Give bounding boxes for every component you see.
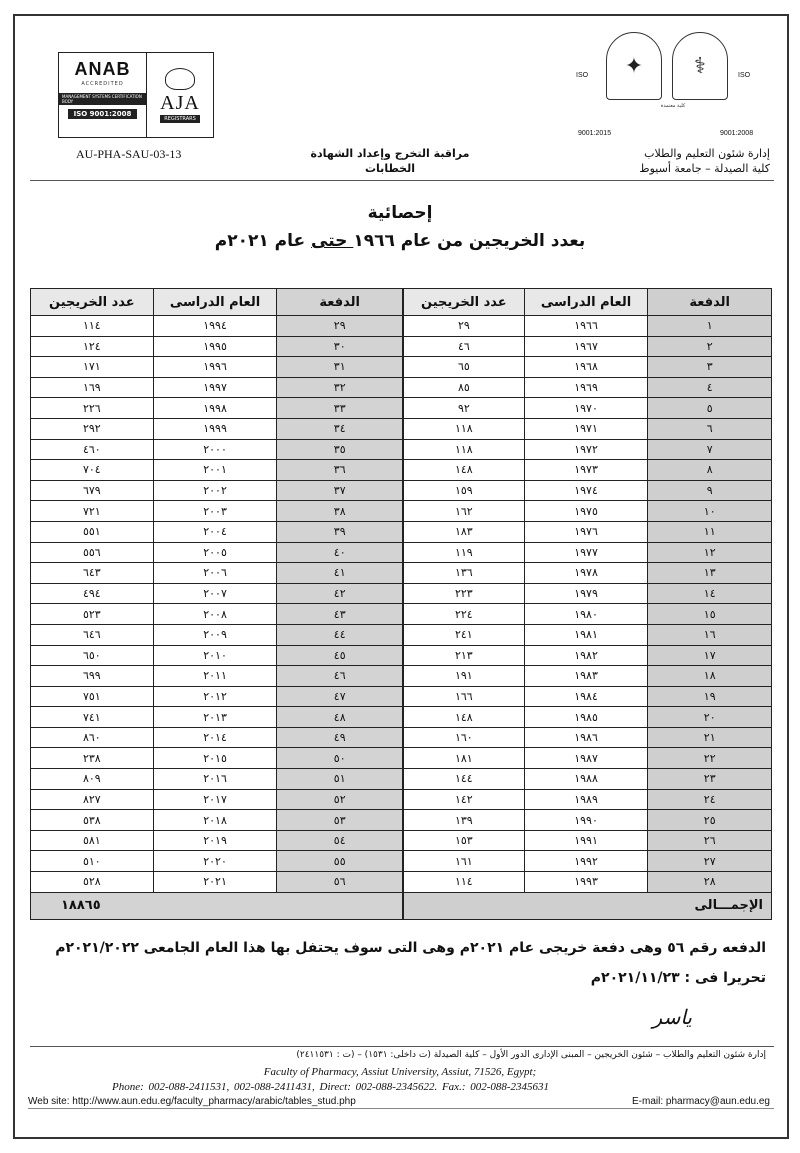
graduates-cell: ١٤٤ — [404, 769, 525, 790]
year-cell: ١٩٦٧ — [524, 336, 648, 357]
table-row — [31, 624, 403, 645]
table-row — [31, 480, 403, 501]
year-cell: ١٩٦٩ — [524, 377, 648, 398]
batch-cell: ٣٥ — [277, 439, 403, 460]
batch-cell: ٢٧ — [648, 851, 772, 872]
table-row — [404, 727, 772, 748]
graduates-cell: ٢٩ — [404, 316, 525, 337]
year-cell: ٢٠٠٦ — [153, 563, 277, 584]
table-row — [404, 377, 772, 398]
year-cell: ١٩٦٨ — [524, 357, 648, 378]
year-cell: ٢٠٠٤ — [153, 521, 277, 542]
table-row — [404, 357, 772, 378]
table-row — [31, 316, 403, 337]
graduates-cell: ٥٢٣ — [31, 604, 154, 625]
anab-logo — [59, 53, 147, 137]
graduates-cell: ١٨١ — [404, 748, 525, 769]
batch-cell: ١٦ — [648, 624, 772, 645]
anab-cert-text: MANAGEMENT SYSTEMS CERTIFICATION BODY — [59, 93, 146, 105]
batch-cell: ١٢ — [648, 542, 772, 563]
graduates-cell: ٤٦٠ — [31, 439, 154, 460]
year-cell: ٢٠١٩ — [153, 830, 277, 851]
table-row — [404, 480, 772, 501]
table-row — [31, 789, 403, 810]
graduates-cell: ٢٣٨ — [31, 748, 154, 769]
aja-logo — [147, 53, 213, 137]
year-cell: ١٩٧٦ — [524, 521, 648, 542]
total-label: الإجمـــالى — [404, 892, 772, 919]
table-row — [31, 727, 403, 748]
table-row — [404, 645, 772, 666]
year-cell: ٢٠٠٠ — [153, 439, 277, 460]
year-cell: ٢٠٠٩ — [153, 624, 277, 645]
table-row — [404, 769, 772, 790]
subtitle-part-1: بعدد الخريجين من عام ١٩٦٦ — [353, 231, 586, 251]
issue-date: تحريرا فى : ٢٠٢١/١١/٢٣م — [590, 970, 766, 986]
footer-address: Faculty of Pharmacy, Assiut University, Assiut, 71526, Egypt; — [263, 1066, 537, 1078]
batch-cell: ١٣ — [648, 563, 772, 584]
footer-divider — [30, 1046, 774, 1047]
table-row — [404, 418, 772, 439]
batch-cell: ٥٤ — [277, 830, 403, 851]
department-line-2: كلية الصيدلة – جامعة أسيوط — [639, 162, 770, 175]
table-row — [404, 316, 772, 337]
document-code: AU-PHA-SAU-03-13 — [76, 147, 182, 161]
table-row — [31, 357, 403, 378]
year-cell: ١٩٨٨ — [524, 769, 648, 790]
batch-cell: ٥٦ — [277, 872, 403, 893]
table-row — [31, 872, 403, 893]
batch-cell: ٥٢ — [277, 789, 403, 810]
table-row — [31, 748, 403, 769]
batch-cell: ٤ — [648, 377, 772, 398]
year-cell: ٢٠٠٢ — [153, 480, 277, 501]
batch-cell: ٤٠ — [277, 542, 403, 563]
graduates-cell: ٥٢٨ — [31, 872, 154, 893]
graduates-cell: ٢٢٤ — [404, 604, 525, 625]
year-cell: ١٩٩١ — [524, 830, 648, 851]
table-row — [31, 501, 403, 522]
table-row — [404, 851, 772, 872]
year-cell: ١٩٨٥ — [524, 707, 648, 728]
graduates-cell: ٤٩٤ — [31, 583, 154, 604]
batch-cell: ٢٠ — [648, 707, 772, 728]
year-cell: ٢٠١٥ — [153, 748, 277, 769]
document-title: إحصائية — [367, 203, 433, 223]
batch-cell: ١٧ — [648, 645, 772, 666]
anab-logo-text: ANAB — [74, 59, 131, 79]
year-cell: ٢٠٠٨ — [153, 604, 277, 625]
batch-cell: ٥٠ — [277, 748, 403, 769]
table-row — [404, 583, 772, 604]
year-cell: ٢٠١٦ — [153, 769, 277, 790]
year-cell: ٢٠٠٣ — [153, 501, 277, 522]
batch-cell: ٢٤ — [648, 789, 772, 810]
year-cell: ١٩٧٣ — [524, 460, 648, 481]
graduates-table-right — [403, 288, 772, 920]
table-row — [31, 439, 403, 460]
graduates-cell: ٧٥١ — [31, 686, 154, 707]
batch-note: الدفعه رقم ٥٦ وهى دفعة خريجى عام ٢٠٢١م وهى التى سوف يحتفل بها هذا العام الجامعى ٢٠٢١/٢٠٢٢م — [55, 940, 766, 956]
batch-cell: ٦ — [648, 418, 772, 439]
graduates-cell: ٥٥١ — [31, 521, 154, 542]
section-line-2: الخطابات — [365, 162, 415, 175]
graduates-cell: ١٦١ — [404, 851, 525, 872]
year-cell: ٢٠١٤ — [153, 727, 277, 748]
table-row — [31, 769, 403, 790]
year-cell: ١٩٨٧ — [524, 748, 648, 769]
graduates-cell: ٢٩٢ — [31, 418, 154, 439]
footer-email: E-mail: pharmacy@aun.edu.eg — [632, 1096, 770, 1107]
batch-cell: ٢٩ — [277, 316, 403, 337]
year-cell: ١٩٧٩ — [524, 583, 648, 604]
year-cell: ١٩٨٦ — [524, 727, 648, 748]
batch-cell: ٢ — [648, 336, 772, 357]
footer-phones: Phone: 002-088-2411531, 002-088-2411431, Direct: 002-088-2345622. Fax.: 002-088-2345631 — [112, 1081, 550, 1093]
graduates-cell: ٨٥ — [404, 377, 525, 398]
table-row — [31, 666, 403, 687]
graduates-cell: ١٣٩ — [404, 810, 525, 831]
batch-cell: ٣٦ — [277, 460, 403, 481]
table-row — [31, 377, 403, 398]
year-cell: ٢٠٢٠ — [153, 851, 277, 872]
batch-cell: ٣ — [648, 357, 772, 378]
batch-cell: ٢١ — [648, 727, 772, 748]
university-seals — [576, 30, 762, 140]
year-cell: ١٩٧٨ — [524, 563, 648, 584]
year-cell: ١٩٩٣ — [524, 872, 648, 893]
table-row — [404, 439, 772, 460]
graduates-cell: ٥٣٨ — [31, 810, 154, 831]
year-cell: ١٩٩٥ — [153, 336, 277, 357]
year-cell: ٢٠١٢ — [153, 686, 277, 707]
total-value: ١٨٨٦٥ — [31, 892, 403, 919]
header-graduates: عدد الخريجين — [404, 289, 525, 316]
year-cell: ٢٠١٧ — [153, 789, 277, 810]
table-row — [404, 521, 772, 542]
total-row — [31, 892, 403, 919]
batch-cell: ٢٦ — [648, 830, 772, 851]
batch-cell: ٣٧ — [277, 480, 403, 501]
table-row — [31, 521, 403, 542]
graduates-cell: ٦٤٦ — [31, 624, 154, 645]
table-row — [404, 707, 772, 728]
graduates-cell: ١١٨ — [404, 418, 525, 439]
table-row — [404, 398, 772, 419]
table-row — [404, 810, 772, 831]
year-cell: ٢٠١١ — [153, 666, 277, 687]
section-line-1: مراقبة التخرج وإعداد الشهادة — [310, 147, 470, 160]
year-cell: ١٩٧٠ — [524, 398, 648, 419]
table-row — [31, 686, 403, 707]
iso-tag-right: ISO — [738, 72, 751, 79]
batch-cell: ٣٣ — [277, 398, 403, 419]
graduates-cell: ٦٩٩ — [31, 666, 154, 687]
batch-cell: ٤٢ — [277, 583, 403, 604]
accreditation-text: كلية معتمدة — [660, 103, 686, 109]
table-row — [31, 851, 403, 872]
iso-number-left: 9001:2015 — [578, 130, 612, 137]
year-cell: ١٩٩٧ — [153, 377, 277, 398]
batch-cell: ٥٥ — [277, 851, 403, 872]
graduates-cell: ١٣٦ — [404, 563, 525, 584]
footer-arabic-address: إدارة شئون التعليم والطلاب – شئون الخريجين – المبنى الإدارى الدور الأول – كلية الصيدلة (ت داخلى: ١٥٣١) – (ت : ٢٤١١٥٣١) — [296, 1050, 766, 1060]
table-row — [404, 748, 772, 769]
batch-cell: ١٨ — [648, 666, 772, 687]
graduates-cell: ٦٥ — [404, 357, 525, 378]
batch-cell: ٥٣ — [277, 810, 403, 831]
table-row — [31, 563, 403, 584]
year-cell: ١٩٩٢ — [524, 851, 648, 872]
year-cell: ١٩٨٢ — [524, 645, 648, 666]
graduates-cell: ٨٦٠ — [31, 727, 154, 748]
table-row — [31, 583, 403, 604]
table-row — [31, 460, 403, 481]
graduates-cell: ٩٢ — [404, 398, 525, 419]
graduates-cell: ١١٨ — [404, 439, 525, 460]
anab-iso-text: ISO 9001:2008 — [68, 109, 138, 119]
batch-cell: ١٠ — [648, 501, 772, 522]
table-row — [404, 542, 772, 563]
graduates-cell: ٢١٣ — [404, 645, 525, 666]
table-row — [404, 501, 772, 522]
graduates-cell: ١٧١ — [31, 357, 154, 378]
graduates-cell: ١٨٣ — [404, 521, 525, 542]
section-title — [300, 146, 480, 176]
table-row — [404, 336, 772, 357]
table-row — [31, 645, 403, 666]
header-year: العام الدراسى — [524, 289, 648, 316]
batch-cell: ١٩ — [648, 686, 772, 707]
graduates-cell: ١١٩ — [404, 542, 525, 563]
iso-number-right: 9001:2008 — [720, 130, 754, 137]
batch-cell: ٤٧ — [277, 686, 403, 707]
year-cell: ١٩٧٢ — [524, 439, 648, 460]
batch-cell: ٣١ — [277, 357, 403, 378]
table-row — [404, 460, 772, 481]
graduates-cell: ١٦٠ — [404, 727, 525, 748]
graduates-cell: ١٢٤ — [31, 336, 154, 357]
batch-cell: ٢٨ — [648, 872, 772, 893]
footer-website: Web site: http://www.aun.edu.eg/faculty_pharmacy/arabic/tables_stud.php — [28, 1096, 356, 1107]
graduates-cell: ٢٢٣ — [404, 583, 525, 604]
batch-cell: ٢٥ — [648, 810, 772, 831]
batch-cell: ٤١ — [277, 563, 403, 584]
batch-cell: ٨ — [648, 460, 772, 481]
batch-cell: ٣٤ — [277, 418, 403, 439]
year-cell: ١٩٦٦ — [524, 316, 648, 337]
batch-cell: ٧ — [648, 439, 772, 460]
university-seal-icon: ✦ — [606, 32, 662, 100]
year-cell: ١٩٩٩ — [153, 418, 277, 439]
table-row — [31, 604, 403, 625]
pharmacy-seal-icon: ⚕ — [672, 32, 728, 100]
table-row — [404, 830, 772, 851]
batch-cell: ٩ — [648, 480, 772, 501]
batch-cell: ٥ — [648, 398, 772, 419]
year-cell: ٢٠٢١ — [153, 872, 277, 893]
table-row — [404, 604, 772, 625]
graduates-cell: ٢٢٦ — [31, 398, 154, 419]
header-graduates: عدد الخريجين — [31, 289, 154, 316]
batch-cell: ٢٣ — [648, 769, 772, 790]
year-cell: ٢٠٠١ — [153, 460, 277, 481]
graduates-cell: ١٥٩ — [404, 480, 525, 501]
batch-cell: ٤٦ — [277, 666, 403, 687]
batch-cell: ٣٢ — [277, 377, 403, 398]
graduates-cell: ٧٤١ — [31, 707, 154, 728]
year-cell: ٢٠١٨ — [153, 810, 277, 831]
table-row — [404, 686, 772, 707]
aja-logo-sub: REGISTRARS — [160, 115, 200, 123]
table-row — [404, 624, 772, 645]
graduates-cell: ٢٤١ — [404, 624, 525, 645]
graduates-cell: ١٩١ — [404, 666, 525, 687]
graduates-cell: ٧٠٤ — [31, 460, 154, 481]
table-row — [31, 542, 403, 563]
batch-cell: ٣٩ — [277, 521, 403, 542]
header-batch: الدفعة — [277, 289, 403, 316]
graduates-cell: ٦٧٩ — [31, 480, 154, 501]
batch-cell: ٢٢ — [648, 748, 772, 769]
batch-cell: ٤٩ — [277, 727, 403, 748]
year-cell: ١٩٨١ — [524, 624, 648, 645]
graduates-cell: ٦٤٣ — [31, 563, 154, 584]
graduates-cell: ١٦٢ — [404, 501, 525, 522]
batch-cell: ١٤ — [648, 583, 772, 604]
year-cell: ١٩٧٥ — [524, 501, 648, 522]
table-row — [31, 398, 403, 419]
footer-underline — [28, 1108, 774, 1109]
graduates-cell: ١١٤ — [404, 872, 525, 893]
batch-cell: ١ — [648, 316, 772, 337]
year-cell: ٢٠٠٧ — [153, 583, 277, 604]
graduates-cell: ٥٨١ — [31, 830, 154, 851]
document-subtitle — [0, 231, 800, 251]
graduates-cell: ٧٢١ — [31, 501, 154, 522]
subtitle-part-3: عام ٢٠٢١م — [214, 231, 312, 251]
table-row — [31, 830, 403, 851]
year-cell: ٢٠١٣ — [153, 707, 277, 728]
graduates-cell: ١١٤ — [31, 316, 154, 337]
table-row — [31, 418, 403, 439]
graduates-cell: ٥١٠ — [31, 851, 154, 872]
graduates-cell: ٦٥٠ — [31, 645, 154, 666]
accreditation-logos — [58, 52, 214, 138]
year-cell: ١٩٨٠ — [524, 604, 648, 625]
year-cell: ١٩٧٤ — [524, 480, 648, 501]
department-line-1: إدارة شئون التعليم والطلاب — [644, 147, 770, 160]
table-row — [31, 810, 403, 831]
table-row — [404, 666, 772, 687]
year-cell: ١٩٧١ — [524, 418, 648, 439]
batch-cell: ٤٤ — [277, 624, 403, 645]
year-cell: ١٩٨٤ — [524, 686, 648, 707]
total-row — [404, 892, 772, 919]
batch-cell: ٤٥ — [277, 645, 403, 666]
globe-icon — [165, 68, 195, 90]
batch-cell: ١٥ — [648, 604, 772, 625]
anab-logo-sub: ACCREDITED — [81, 81, 124, 87]
table-row — [404, 789, 772, 810]
batch-cell: ٥١ — [277, 769, 403, 790]
department-info — [570, 146, 770, 176]
header-year: العام الدراسى — [153, 289, 277, 316]
graduates-cell: ٥٥٦ — [31, 542, 154, 563]
iso-tag-left: ISO — [576, 72, 589, 79]
table-header-row — [31, 289, 403, 316]
table-row — [31, 336, 403, 357]
year-cell: ١٩٩٤ — [153, 316, 277, 337]
header-batch: الدفعة — [648, 289, 772, 316]
graduates-cell: ١٥٣ — [404, 830, 525, 851]
table-row — [31, 707, 403, 728]
year-cell: ١٩٨٩ — [524, 789, 648, 810]
signature: ياسر — [652, 1005, 692, 1029]
batch-cell: ٣٠ — [277, 336, 403, 357]
graduates-cell: ١٤٨ — [404, 707, 525, 728]
batch-cell: ٤٣ — [277, 604, 403, 625]
graduates-cell: ١٤٨ — [404, 460, 525, 481]
year-cell: ١٩٧٧ — [524, 542, 648, 563]
graduates-cell: ٤٦ — [404, 336, 525, 357]
aja-logo-text: AJA — [160, 91, 200, 114]
graduates-table-left — [30, 288, 403, 920]
table-header-row — [404, 289, 772, 316]
batch-cell: ١١ — [648, 521, 772, 542]
graduates-cell: ٨٢٧ — [31, 789, 154, 810]
batch-cell: ٤٨ — [277, 707, 403, 728]
year-cell: ١٩٩٨ — [153, 398, 277, 419]
header-divider — [30, 180, 774, 181]
batch-cell: ٣٨ — [277, 501, 403, 522]
graduates-cell: ١٤٢ — [404, 789, 525, 810]
table-row — [404, 872, 772, 893]
graduates-cell: ٨٠٩ — [31, 769, 154, 790]
table-row — [404, 563, 772, 584]
graduates-cell: ١٦٦ — [404, 686, 525, 707]
year-cell: ١٩٩٠ — [524, 810, 648, 831]
subtitle-part-2: حتى — [311, 231, 354, 251]
year-cell: ١٩٨٣ — [524, 666, 648, 687]
graduates-cell: ١٦٩ — [31, 377, 154, 398]
year-cell: ١٩٩٦ — [153, 357, 277, 378]
year-cell: ٢٠٠٥ — [153, 542, 277, 563]
year-cell: ٢٠١٠ — [153, 645, 277, 666]
